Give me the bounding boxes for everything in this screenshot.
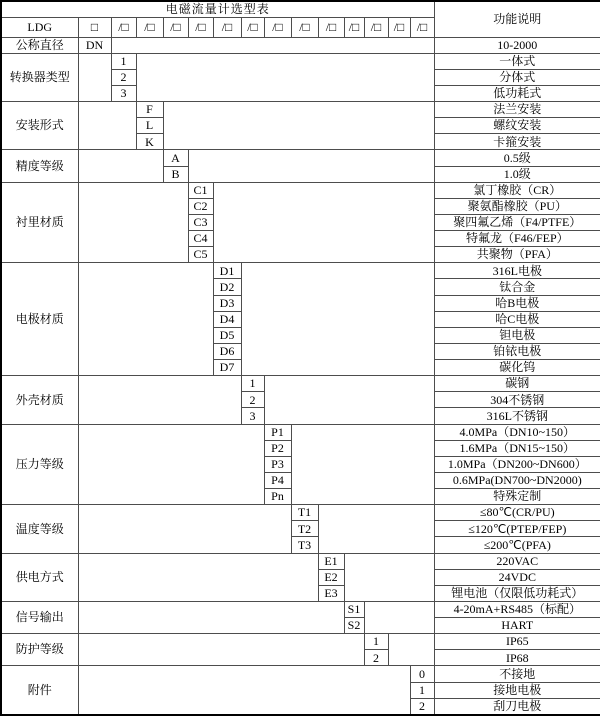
option-desc: 特氟龙（F46/FEP） (434, 231, 600, 247)
blank-area (78, 376, 241, 424)
option-code: D7 (213, 360, 241, 376)
option-code: D5 (213, 327, 241, 343)
option-code: T1 (291, 505, 318, 521)
blank-area (78, 182, 188, 263)
option-code: D1 (213, 263, 241, 279)
option-code: P2 (264, 440, 291, 456)
blank-area (78, 424, 264, 505)
option-code: P3 (264, 456, 291, 472)
option-code: 3 (241, 408, 264, 424)
option-code: S1 (344, 601, 364, 617)
option-code: 1 (364, 634, 388, 650)
option-desc: 螺纹安装 (434, 118, 600, 134)
section-label: 电极材质 (1, 263, 78, 376)
option-code: B (163, 166, 188, 182)
model-slot: /□ (111, 17, 136, 37)
option-desc: 316L电极 (434, 263, 600, 279)
blank-area (78, 102, 136, 150)
option-code: D4 (213, 311, 241, 327)
diameter-code: DN (78, 37, 111, 53)
option-code: 0 (410, 666, 434, 682)
blank-area (78, 634, 364, 666)
option-desc: IP65 (434, 634, 600, 650)
model-slot: /□ (241, 17, 264, 37)
option-desc: 哈C电极 (434, 311, 600, 327)
model-slot: /□ (364, 17, 388, 37)
option-code: 3 (111, 85, 136, 101)
blank-area (163, 102, 434, 150)
option-code: A (163, 150, 188, 166)
option-desc: 碳钢 (434, 376, 600, 392)
section-label: 转换器类型 (1, 53, 78, 101)
option-desc: 4.0MPa（DN10~150） (434, 424, 600, 440)
option-desc: 0.5级 (434, 150, 600, 166)
section-label: 防护等级 (1, 634, 78, 666)
option-desc: 刮刀电极 (434, 698, 600, 715)
option-code: D6 (213, 343, 241, 359)
option-code: 2 (241, 392, 264, 408)
model-slot: /□ (344, 17, 364, 37)
option-code: Pn (264, 489, 291, 505)
blank-area (78, 666, 410, 715)
section-label: 压力等级 (1, 424, 78, 505)
option-desc: 锂电池（仅限低功耗式） (434, 585, 600, 601)
option-desc: 哈B电极 (434, 295, 600, 311)
option-code: T2 (291, 521, 318, 537)
diameter-desc: 10-2000 (434, 37, 600, 53)
option-code: D2 (213, 279, 241, 295)
option-desc: 1.6MPa（DN15~150） (434, 440, 600, 456)
option-desc: 钛合金 (434, 279, 600, 295)
blank-area (291, 424, 434, 505)
model-slot: /□ (264, 17, 291, 37)
option-code: L (136, 118, 163, 134)
section-label: 供电方式 (1, 553, 78, 601)
model-slot: /□ (213, 17, 241, 37)
option-desc: 1.0级 (434, 166, 600, 182)
model-slot: /□ (410, 17, 434, 37)
option-code: F (136, 102, 163, 118)
option-desc: 304不锈钢 (434, 392, 600, 408)
blank-area (78, 553, 318, 601)
option-desc: ≤120℃(PTEP/FEP) (434, 521, 600, 537)
option-code: K (136, 134, 163, 150)
blank-area (344, 553, 434, 601)
option-code: 1 (111, 53, 136, 69)
blank-area (364, 601, 434, 633)
blank-area (78, 505, 291, 553)
option-desc: 316L不锈钢 (434, 408, 600, 424)
option-desc: 法兰安装 (434, 102, 600, 118)
model-slot: /□ (318, 17, 344, 37)
option-desc: 接地电极 (434, 682, 600, 698)
option-code: E3 (318, 585, 344, 601)
model-code-box: □ (78, 17, 111, 37)
diameter-label: 公称直径 (1, 37, 78, 53)
option-desc: 分体式 (434, 69, 600, 85)
option-desc: 低功耗式 (434, 85, 600, 101)
option-desc: ≤80℃(CR/PU) (434, 505, 600, 521)
option-desc: IP68 (434, 650, 600, 666)
section-label: 外壳材质 (1, 376, 78, 424)
option-desc: 特殊定制 (434, 489, 600, 505)
blank-area (264, 376, 434, 424)
option-code: D3 (213, 295, 241, 311)
option-code: 1 (410, 682, 434, 698)
option-code: C4 (188, 231, 213, 247)
blank-area (78, 53, 111, 101)
option-code: T3 (291, 537, 318, 553)
option-desc: 共聚物（PFA） (434, 247, 600, 263)
option-desc: ≤200℃(PFA) (434, 537, 600, 553)
option-desc: 0.6MPa(DN700~DN2000) (434, 472, 600, 488)
function-column-header: 功能说明 (434, 1, 600, 37)
option-code: C2 (188, 198, 213, 214)
table-title: 电磁流量计选型表 (1, 1, 434, 17)
option-desc: 碳化钨 (434, 360, 600, 376)
option-code: C3 (188, 214, 213, 230)
model-prefix: LDG (1, 17, 78, 37)
option-code: E1 (318, 553, 344, 569)
option-desc: 24VDC (434, 569, 600, 585)
blank-area (388, 634, 434, 666)
option-desc: 1.0MPa（DN200~DN600） (434, 456, 600, 472)
option-code: 2 (111, 69, 136, 85)
option-code: 2 (364, 650, 388, 666)
section-label: 安装形式 (1, 102, 78, 150)
option-desc: 4-20mA+RS485（标配） (434, 601, 600, 617)
option-code: P1 (264, 424, 291, 440)
blank-area (136, 53, 434, 101)
option-code: S2 (344, 618, 364, 634)
model-slot: /□ (163, 17, 188, 37)
section-label: 信号输出 (1, 601, 78, 633)
blank-area (78, 263, 213, 376)
blank-area (78, 601, 344, 633)
option-desc: 氯丁橡胶（CR） (434, 182, 600, 198)
option-code: E2 (318, 569, 344, 585)
option-code: C5 (188, 247, 213, 263)
model-slot: /□ (388, 17, 410, 37)
option-desc: 220VAC (434, 553, 600, 569)
model-slot: /□ (291, 17, 318, 37)
option-code: C1 (188, 182, 213, 198)
section-label: 精度等级 (1, 150, 78, 182)
blank-area (213, 182, 434, 263)
section-label: 衬里材质 (1, 182, 78, 263)
option-desc: 钽电极 (434, 327, 600, 343)
option-code: 1 (241, 376, 264, 392)
model-slot: /□ (136, 17, 163, 37)
option-desc: 聚氨酯橡胶（PU） (434, 198, 600, 214)
blank-area (241, 263, 434, 376)
blank-area (111, 37, 434, 53)
option-desc: 卡箍安装 (434, 134, 600, 150)
option-code: 2 (410, 698, 434, 715)
option-desc: 不接地 (434, 666, 600, 682)
option-code: P4 (264, 472, 291, 488)
section-label: 附件 (1, 666, 78, 715)
option-desc: 聚四氟乙烯（F4/PTFE） (434, 214, 600, 230)
blank-area (78, 150, 163, 182)
option-desc: 一体式 (434, 53, 600, 69)
option-desc: 铂铱电极 (434, 343, 600, 359)
option-desc: HART (434, 618, 600, 634)
section-label: 温度等级 (1, 505, 78, 553)
blank-area (318, 505, 434, 553)
blank-area (188, 150, 434, 182)
model-slot: /□ (188, 17, 213, 37)
